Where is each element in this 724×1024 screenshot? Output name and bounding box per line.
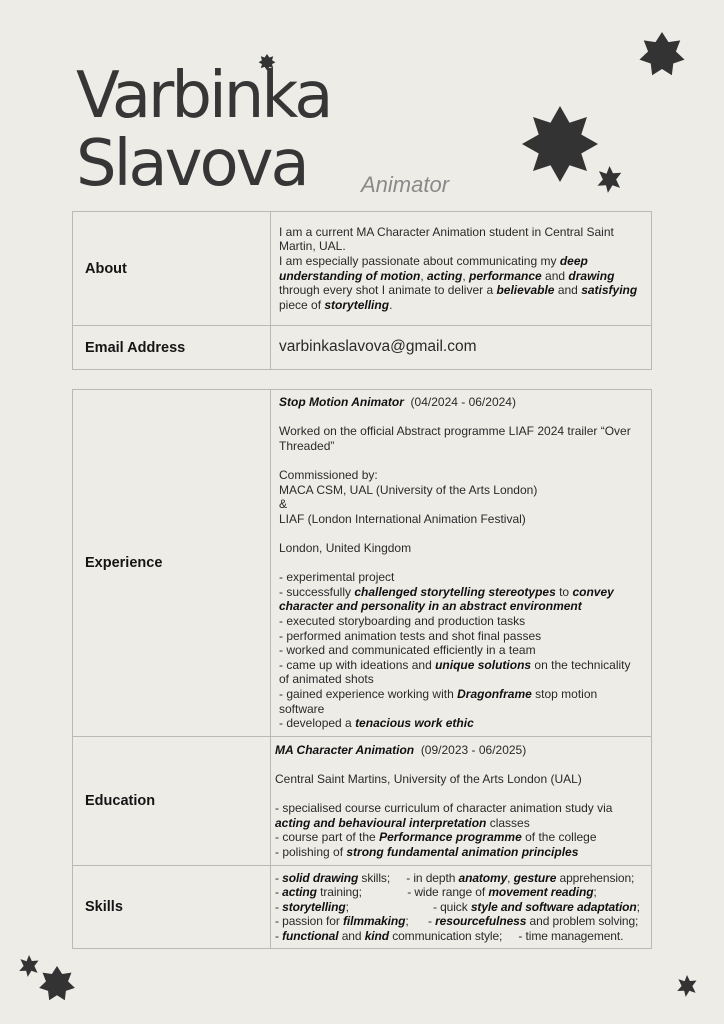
star-icon: [522, 106, 598, 182]
skills-label: Skills: [73, 866, 271, 949]
star-icon: [18, 955, 40, 977]
experience-text: Stop Motion Animator (04/2024 - 06/2024) Worked on the official Abstract programme LIAF 2024 trailer “Over Threaded” Commissioned by: MACA CSM, UAL (University of the Arts London) & LIAF (London International Animation Festival) London, United Kingdom - experimental project - successfully challenged storytelling stereotypes to convey character and personality in an abstract environment - executed storyboarding and production tasks - performed animation tests and shot final passes - worked and communicated efficiently in a team - came up with ideations and unique solutions on the technicality of animated shots - gained experience working with Dragonframe stop motion software - developed a tenacious work ethic: [271, 390, 652, 737]
email-label: Email Address: [73, 326, 271, 370]
experience-label: Experience: [73, 390, 271, 737]
last-name: Slavova: [76, 127, 307, 201]
education-label: Education: [73, 737, 271, 866]
email-value[interactable]: varbinkaslavova@gmail.com: [271, 326, 652, 370]
education-text: MA Character Animation (09/2023 - 06/2025) Central Saint Martins, University of the Arts London (UAL) - specialised course curriculum of character animation study via acting and behavioural interpretation classes - course part of the Performance programme of the college - polishing of strong fundamental animation principles: [271, 737, 652, 866]
star-icon: [638, 32, 686, 80]
about-row: [73, 212, 652, 326]
about-label: About: [73, 212, 271, 326]
education-row: [73, 737, 652, 866]
skills-row: [73, 866, 652, 949]
email-row: [73, 326, 652, 370]
skills-text: - solid drawing skills; - in depth anatomy, gesture apprehension; - acting training; - wide range of movement reading; - storytelling; - quick style and software adaptation; - passion for filmmaking; - resourcefulness and problem solving; - functional and kind communication style; - time management.: [271, 866, 652, 949]
about-text: I am a current MA Character Animation student in Central Saint Martin, UAL. I am especially passionate about communicating my deep understanding of motion, acting, performance and drawing through every shot I animate to deliver a believable and satisfying piece of storytelling.: [271, 212, 652, 326]
star-icon: [596, 166, 623, 193]
experience-row: [73, 390, 652, 737]
first-name: Varbinka: [76, 59, 331, 133]
details-table: [72, 389, 652, 949]
star-icon: [38, 966, 76, 1004]
role-title: Animator: [361, 172, 450, 197]
star-icon: [676, 975, 698, 997]
profile-table: [72, 211, 652, 370]
